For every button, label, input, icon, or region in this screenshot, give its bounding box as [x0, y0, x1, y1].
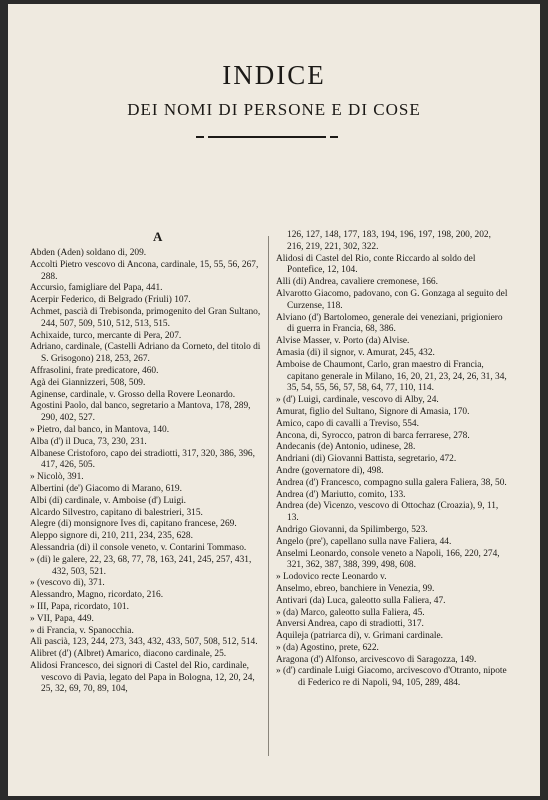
index-entry: » Pietro, dal banco, in Mantova, 140.	[30, 424, 170, 435]
index-entry: Anselmo, ebreo, banchiere in Venezia, 99.	[276, 583, 435, 594]
index-entry: Andre (governatore di), 498.	[276, 465, 384, 476]
index-entry: Achmet, pascià di Trebisonda, primogenito del Gran Sultano, 244, 507, 509, 510, 512, 513, 515.	[30, 306, 261, 329]
index-entry: Angelo (pre'), capellano sulla nave Faliera, 44.	[276, 536, 452, 547]
index-entry: Alviano (d') Bartolomeo, generale dei veneziani, prigioniero di guerra in Francia, 68, 386.	[276, 312, 503, 335]
index-entry: Amasia (di) il signor, v. Amurat, 245, 432.	[276, 347, 435, 358]
index-entry: Alvarotto Giacomo, padovano, con G. Gonzaga al seguito del Curzense, 118.	[276, 288, 508, 311]
index-entry: Anselmi Leonardo, console veneto a Napoli, 166, 220, 274, 321, 362, 387, 388, 399, 498, 608.	[276, 548, 500, 571]
page-title: INDICE	[222, 60, 326, 90]
index-entry: Anversi Andrea, capo di stradiotti, 317.	[276, 619, 424, 630]
index-entry: Andriani (di) Giovanni Battista, segretario, 472.	[276, 454, 457, 465]
index-entry: Aleppo signore di, 210, 211, 234, 235, 628.	[30, 531, 193, 542]
index-entry: Aginense, cardinale, v. Grosso della Rovere Leonardo.	[30, 389, 236, 400]
index-entry: » VII, Papa, 449.	[30, 613, 94, 624]
index-entry: » (d') Luigi, cardinale, vescovo di Alby, 24.	[276, 395, 439, 406]
index-entry: Andrigo Giovanni, da Spilimbergo, 523.	[276, 524, 428, 535]
index-entry: » (vescovo di), 371.	[30, 578, 105, 589]
section-letter: A	[153, 229, 163, 244]
index-entry: » Lodovico recte Leonardo v.	[276, 572, 387, 583]
index-entry: Acerpir Federico, di Belgrado (Friuli) 107.	[30, 295, 191, 306]
index-entry: Andecanis (de) Antonio, udinese, 28.	[276, 442, 416, 453]
index-entry: Alessandro, Magno, ricordato, 216.	[30, 590, 164, 601]
index-entry: » III, Papa, ricordato, 101.	[30, 601, 129, 612]
index-entry: Alidosi Francesco, dei signori di Castel del Rio, cardinale, vescovo di Pavia, legato del Papa in Bologna, 12, 20, 24, 25, 32, 69, 70, 89, 104,	[30, 660, 255, 695]
index-entry: 126, 127, 148, 177, 183, 194, 196, 197, 198, 200, 202, 216, 219, 221, 302, 322.	[287, 230, 491, 252]
index-entry: Alli (di) Andrea, cavaliere cremonese, 166.	[276, 277, 438, 288]
index-entry: » (da) Marco, galeotto sulla Faliera, 45.	[276, 607, 425, 618]
index-entry: Alidosi di Castel del Rio, conte Riccardo al soldo del Pontefice, 12, 104.	[276, 253, 476, 276]
index-entry: Amico, capo di cavalli a Treviso, 554.	[276, 418, 419, 429]
index-entry: Amboise de Chaumont, Carlo, gran maestro di Francia, capitano generale in Milano, 16, 20, 21, 23, 24, 26, 31, 34, 35, 54, 55, 56, 57, 58, 64, 77, 110, 114.	[276, 359, 507, 394]
index-entry: Andrea (d') Francesco, compagno sulla galera Faliera, 38, 50.	[276, 477, 507, 488]
book-page	[8, 4, 540, 796]
index-entry: Aragona (d') Alfonso, arcivescovo di Saragozza, 149.	[276, 654, 477, 665]
index-entry: Alibret (d') (Albret) Amarico, diacono cardinale, 25.	[30, 649, 227, 660]
index-entry: » (di) le galere, 22, 23, 68, 77, 78, 163, 241, 245, 257, 431, 432, 503, 521.	[30, 554, 252, 577]
title-rule	[208, 136, 326, 138]
index-column-right	[276, 230, 508, 690]
index-entry: Andrea (de) Vicenzo, vescovo di Ottochaz (Croazia), 9, 11, 13.	[276, 501, 499, 524]
index-entry: Aquileja (patriarca di), v. Grimani cardinale.	[276, 631, 444, 642]
index-entry: Accolti Pietro vescovo di Ancona, cardinale, 15, 55, 56, 267, 288.	[30, 259, 259, 282]
index-entry: » (da) Agostino, prete, 622.	[276, 642, 379, 653]
index-entry: » (d') cardinale Luigi Giacomo, arcivescovo d'Otranto, nipote di Federico re di Napoli, 94, 105, 289, 484.	[276, 666, 507, 689]
index-entry: Affrasolini, frate predicatore, 460.	[30, 365, 159, 376]
index-entry: Accursio, famigliare del Papa, 441.	[30, 283, 163, 294]
index-entry: Adriano, cardinale, (Castelli Adriano da Corneto, del titolo di S. Grisogono) 218, 253, 267.	[30, 342, 261, 365]
index-entry: Achixaide, turco, mercante di Pera, 207.	[30, 330, 182, 341]
column-divider	[268, 236, 269, 756]
index-entry: » di Francia, v. Spanocchia.	[30, 625, 134, 636]
index-entry: Alegre (di) monsignore Ives di, capitano francese, 269.	[30, 519, 237, 530]
index-entry: Alcardo Silvestro, capitano di balestrieri, 315.	[30, 507, 203, 518]
index-entry: Amurat, figlio del Sultano, Signore di Amasia, 170.	[276, 406, 470, 417]
index-entry: » Nicolò, 391.	[30, 472, 84, 483]
index-entry: Agostini Paolo, dal banco, segretario a Mantova, 178, 289, 290, 402, 527.	[30, 401, 251, 424]
index-entry: Albertini (de') Giacomo di Marano, 619.	[30, 483, 182, 494]
index-entry: Alvise Masser, v. Porto (da) Alvise.	[276, 336, 410, 347]
page-subtitle: DEI NOMI DI PERSONE E DI COSE	[127, 100, 421, 119]
index-entry: Andrea (d') Mariutto, comito, 133.	[276, 489, 406, 500]
index-entry: Albanese Cristoforo, capo dei stradiotti, 317, 320, 386, 396, 417, 426, 505.	[30, 448, 255, 471]
index-entry: Abden (Aden) soldano di, 209.	[30, 248, 147, 258]
index-entry: Antivari (da) Luca, galeotto sulla Faliera, 47.	[276, 595, 446, 606]
index-entry: Agà dei Giannizzeri, 508, 509.	[30, 377, 146, 388]
index-entry: Alessandria (di) il console veneto, v. Contarini Tommaso.	[30, 542, 247, 553]
index-entry: Alba (d') il Duca, 73, 230, 231.	[30, 436, 147, 447]
index-entry: Alì pascià, 123, 244, 273, 343, 432, 433, 507, 508, 512, 514.	[30, 637, 258, 648]
index-entry: Albi (di) cardinale, v. Amboise (d') Luigi.	[30, 495, 186, 506]
index-entry: Ancona, di, Syrocco, patron di barca ferrarese, 278.	[276, 430, 470, 441]
index-column-left	[30, 248, 262, 696]
